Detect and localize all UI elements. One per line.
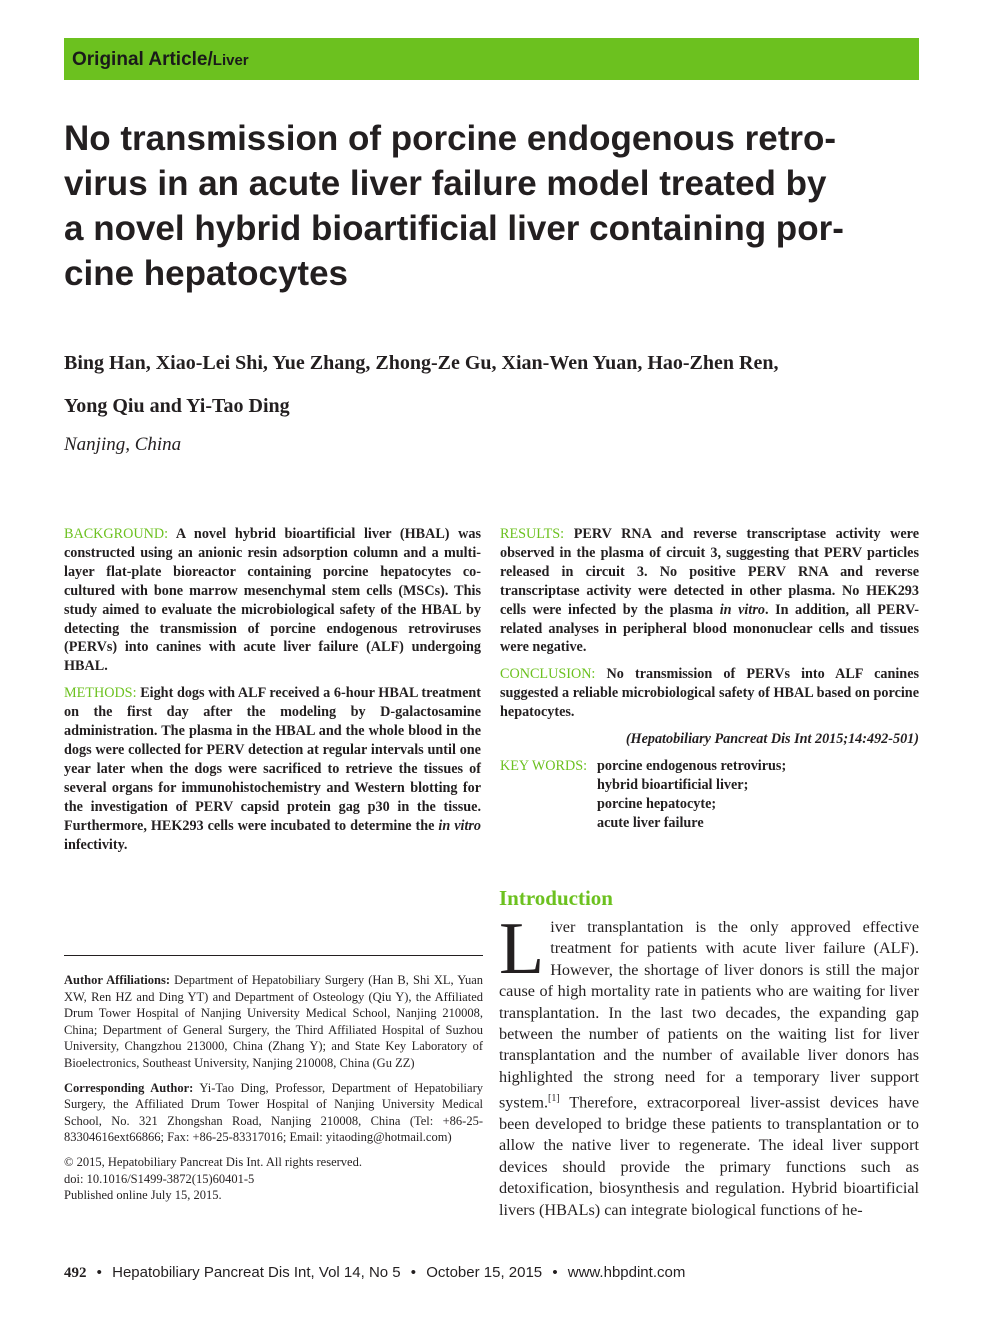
footer-bullet: • [552, 1264, 558, 1281]
keywords-list [597, 757, 786, 833]
drop-cap: L [499, 908, 545, 990]
corresponding-text: Yi-Tao Ding, Professor, Department of Hepatobiliary Surgery, the Affiliated Drum Tower Hospital of Nanjing University Medical School, No. 321 Zhongshan Road, Nanjing 210008, China (Tel: +86-25-83304616ext66866; Fax: +86-25-83317016; Email: yitaoding@hotmail.com) [64, 1080, 483, 1145]
journal-url[interactable]: www.hbpdint.com [567, 1264, 686, 1281]
results-italic: in vitro [719, 601, 765, 618]
banner-separator: / [207, 49, 213, 70]
doi: doi: 10.1016/S1499-3872(15)60401-5 [64, 1171, 255, 1186]
keyword-item: hybrid bioartificial liver; [597, 776, 749, 793]
results-label: RESULTS: [500, 526, 565, 542]
methods-italic: in vitro [438, 817, 482, 834]
conclusion-label: CONCLUSION: [500, 666, 596, 683]
reference-marker[interactable]: [1] [548, 1093, 560, 1105]
results-text: PERV RNA and reverse transcriptase activity were observed in the plasma of circuit 3, suggesting that PERV particles released in circuit 3. No positive PERV RNA and reverse transcriptase activity were detected in other plasma. No HEK293 cells were infected by the plasma [500, 526, 919, 618]
author-affiliations [64, 972, 483, 1072]
abstract-background [64, 525, 481, 676]
abstract-results [500, 525, 919, 657]
keywords-label: KEY WORDS: [500, 757, 588, 774]
keyword-item: acute liver failure [597, 814, 704, 831]
introduction-heading: Introduction [499, 886, 613, 910]
conclusion-text: No transmission of PERVs into ALF canines suggested a reliable microbiological safety of HBAL based on porcine hepatocytes. [500, 666, 920, 721]
introduction-body [499, 908, 919, 1221]
abstract-right-column [500, 525, 920, 831]
journal-name: Hepatobiliary Pancreat Dis Int, [112, 1264, 315, 1281]
title-line: a novel hybrid bioartificial liver containing por- [64, 209, 844, 248]
article-title [64, 116, 924, 296]
page-number: 492 [64, 1265, 87, 1281]
abstract-methods [64, 684, 481, 854]
footnotes [64, 972, 483, 1204]
background-label: BACKGROUND: [64, 526, 169, 542]
section-banner [64, 38, 919, 80]
author-line: Bing Han, Xiao-Lei Shi, Yue Zhang, Zhong-Ze Gu, Xian-Wen Yuan, Hao-Zhen Ren, [64, 352, 779, 374]
section-label: Liver [212, 52, 249, 69]
affiliations-label: Author Affiliations: [64, 973, 171, 987]
abstract-conclusion [500, 665, 919, 722]
corresponding-label: Corresponding Author: [64, 1080, 194, 1095]
keywords-block [500, 757, 919, 831]
methods-label: METHODS: [64, 685, 137, 702]
background-text: A novel hybrid bioartificial liver (HBAL) was constructed using an anionic resin adsorption column and a multi-layer flat-plate bioreactor containing porcine hepatocytes co-cultured with bone marrow mesenchymal stem cells (MSCs). This study aimed to evaluate the microbiological safety of the HBAL by detecting the transmission of porcine endogenous retroviruses (PERVs) into canines with acute liver failure (ALF) undergoing HBAL. [64, 526, 481, 675]
copyright: © 2015, Hepatobiliary Pancreat Dis Int. All rights reserved. [64, 1154, 362, 1169]
intro-text-cont: Therefore, extracorporeal liver-assist devices have been developed to bridge these patients to transplantation or to allow the native liver to regenerate. The ideal liver support devices should provide the primary functions such as detoxification, biosynthesis and regulation. Hybrid bioartificial livers (HBALs) can integrate biological functions of he- [499, 1093, 919, 1219]
keyword-item: porcine endogenous retrovirus; [597, 757, 787, 774]
title-line: No transmission of porcine endogenous retro- [64, 119, 837, 158]
author-list [64, 342, 924, 428]
methods-text: Eight dogs with ALF received a 6-hour HBAL treatment on the first day after the modeling by D-galactosamine administration. The plasma in the HBAL and the whole blood in the dogs were collected for PERV detection at regular intervals until one year later when the dogs were sacrificed to retrieve the tissues of several organs for immunohistochemistry and Western blotting for the investigation of PERV capsid protein gag p30 in the tissue. Furthermore, HEK293 cells were incubated to determine the [64, 685, 481, 834]
footer-bullet: • [96, 1264, 102, 1281]
page-footer [64, 1264, 685, 1282]
journal-volume: Vol 14, [318, 1264, 365, 1281]
corresponding-author [64, 1080, 483, 1146]
journal-issue: No 5 [368, 1264, 401, 1281]
footer-bullet: • [410, 1264, 417, 1281]
footnote-divider [64, 955, 483, 956]
author-line: Yong Qiu and Yi-Tao Ding [64, 395, 290, 417]
results-text-end: . In addition, all PERV-related analyses in peripheral blood mononuclear cells and tissues were negative. [500, 601, 920, 656]
published-date: Published online July 15, 2015. [64, 1188, 222, 1203]
citation: (Hepatobiliary Pancreat Dis Int 2015;14:492-501) [625, 731, 919, 748]
abstract-left-column [64, 525, 481, 862]
issue-date: October 15, 2015 [426, 1264, 543, 1281]
title-line: cine hepatocytes [64, 254, 348, 293]
affiliations-text: Department of Hepatobiliary Surgery (Han B, Shi XL, Yuan XW, Ren HZ and Ding YT) and Department of Osteology (Qiu Y), the Affiliated Drum Tower Hospital of Nanjing University Medical School, Nanjing 210008, China; Department of General Surgery, the Third Affiliated Hospital of Suzhou University, Changzhou 213000, China (Zhang Y); and State Key Laboratory of Bioelectronics, Southeast University, Nanjing 210008, China (Gu ZZ) [64, 973, 483, 1070]
methods-text-end: infectivity. [64, 836, 128, 853]
article-type [72, 49, 249, 71]
article-type-label: Original Article [72, 49, 208, 70]
title-line: virus in an acute liver failure model treated by [64, 164, 827, 203]
keyword-item: porcine hepatocyte; [597, 795, 717, 812]
author-location: Nanjing, China [64, 434, 182, 455]
intro-text: iver transplantation is the only approved effective treatment for patients with acute liver failure (ALF). However, the shortage of liver donors is still the major cause of high mortality rate in patients who are waiting for liver transplantation. In the last two decades, the expanding gap between the number of patients on the waiting list for liver transplantation and the number of available liver donors has highlighted the strong need for a temporary liver support system. [499, 918, 919, 1112]
